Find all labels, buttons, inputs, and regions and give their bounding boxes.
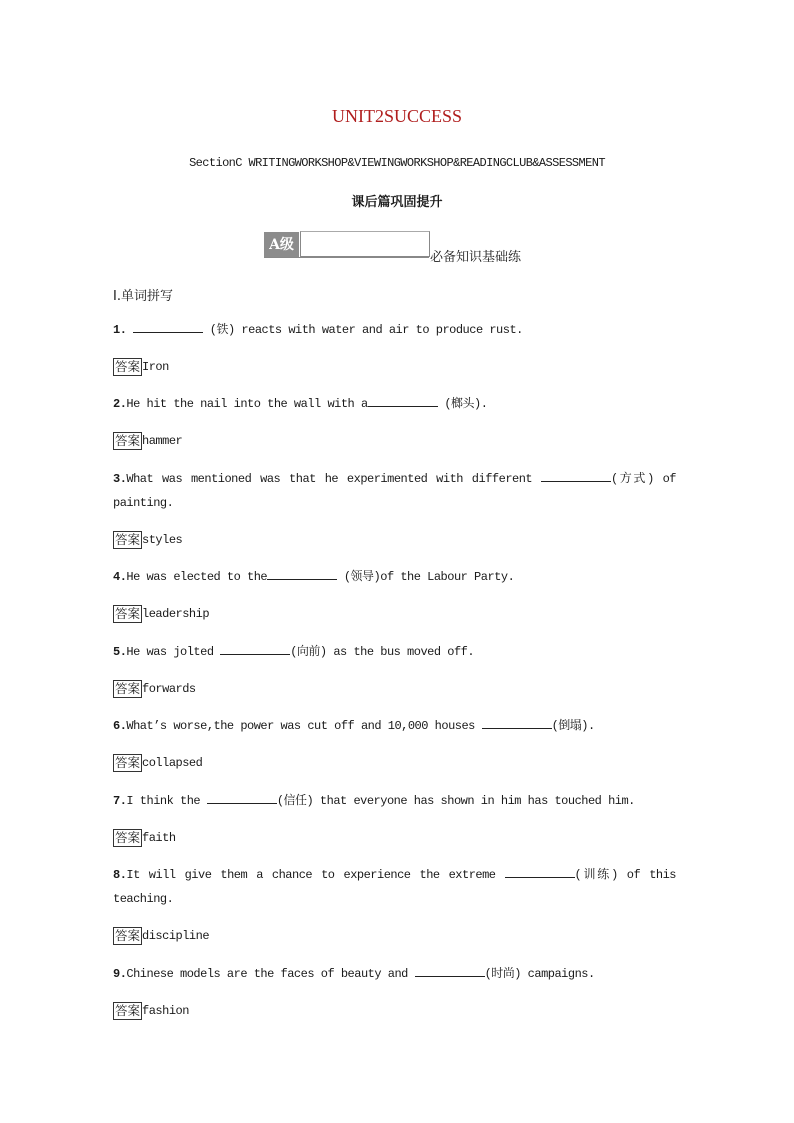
question-text-after: (训练) of this teaching. <box>113 868 676 906</box>
answer-blank <box>133 320 203 333</box>
level-label-box <box>300 231 430 257</box>
question-1 <box>113 318 676 342</box>
answer-tag: 答案 <box>115 359 141 374</box>
question-number: 8. <box>113 868 127 882</box>
question-number: 9. <box>113 967 127 981</box>
answer-text: faith <box>142 831 176 845</box>
answer-text: hammer <box>142 434 183 448</box>
question-text-before: What’s worse,the power was cut off and 10,000 houses <box>126 719 482 733</box>
answer-blank <box>267 567 337 580</box>
answer-text: Iron <box>142 360 169 374</box>
answer-blank <box>415 964 485 977</box>
answer-5 <box>113 680 676 698</box>
answer-9 <box>113 1002 676 1020</box>
answer-3 <box>113 531 676 549</box>
part-heading: Ⅰ.单词拼写 <box>113 289 173 304</box>
question-text-before: It will give them a chance to experience the extreme <box>126 868 505 882</box>
answer-tag: 答案 <box>115 606 141 621</box>
question-8 <box>113 863 676 911</box>
question-text-before: I think the <box>126 794 207 808</box>
level-underline <box>264 257 429 258</box>
answer-1 <box>113 358 676 376</box>
answer-text: forwards <box>142 682 196 696</box>
document-title: UNIT2SUCCESS <box>331 106 463 126</box>
answer-blank <box>505 865 575 878</box>
answer-tag: 答案 <box>115 830 141 845</box>
answer-text: discipline <box>142 929 210 943</box>
question-number: 7. <box>113 794 127 808</box>
answer-text: leadership <box>142 607 210 621</box>
question-2 <box>113 392 676 416</box>
answer-6 <box>113 754 676 772</box>
question-number: 3. <box>113 472 127 486</box>
question-number: 2. <box>113 397 127 411</box>
question-text-after: (铁) reacts with water and air to produce rust. <box>203 323 523 337</box>
question-number: 5. <box>113 645 127 659</box>
section-heading: SectionC WRITINGWORKSHOP&VIEWINGWORKSHOP&READINGCLUB&ASSESSMENT <box>189 156 605 170</box>
answer-tag: 答案 <box>115 532 141 547</box>
answer-blank <box>368 394 438 407</box>
answer-8 <box>113 927 676 945</box>
question-text-after: (方式) of painting. <box>113 472 676 510</box>
question-text-before: What was mentioned was that he experimented with different <box>126 472 541 486</box>
answer-2 <box>113 432 676 450</box>
question-text-before: He was jolted <box>126 645 221 659</box>
page-subtitle: 课后篇巩固提升 <box>351 195 443 210</box>
answer-blank <box>541 469 611 482</box>
answer-tag: 答案 <box>115 755 141 770</box>
question-text-before: He hit the nail into the wall with a <box>126 397 368 411</box>
question-7 <box>113 789 676 813</box>
question-number: 1. <box>113 323 127 337</box>
question-text-after: (时尚) campaigns. <box>484 967 595 981</box>
question-number: 4. <box>113 570 127 584</box>
answer-text: fashion <box>142 1004 189 1018</box>
answer-4 <box>113 605 676 623</box>
question-text-before: He was elected to the <box>126 570 268 584</box>
answer-tag: 答案 <box>115 1003 141 1018</box>
answer-tag: 答案 <box>115 681 141 696</box>
question-3 <box>113 467 676 515</box>
question-text-before <box>126 323 133 337</box>
question-text-after: (榔头). <box>437 397 488 411</box>
question-9 <box>113 962 676 986</box>
answer-blank <box>220 642 290 655</box>
answer-tag: 答案 <box>115 433 141 448</box>
answer-7 <box>113 829 676 847</box>
question-6 <box>113 714 676 738</box>
level-badge: A级 <box>264 232 299 258</box>
question-text-after: (倒塌). <box>551 719 595 733</box>
answer-text: styles <box>142 533 183 547</box>
question-number: 6. <box>113 719 127 733</box>
answer-blank <box>207 791 277 804</box>
question-text-after: (向前) as the bus moved off. <box>290 645 475 659</box>
answer-text: collapsed <box>142 756 203 770</box>
question-text-before: Chinese models are the faces of beauty and <box>126 967 415 981</box>
question-text-after: (信任) that everyone has shown in him has touched him. <box>276 794 635 808</box>
answer-tag: 答案 <box>115 928 141 943</box>
level-label: 必备知识基础练 <box>430 250 522 265</box>
question-4 <box>113 565 676 589</box>
answer-blank <box>482 716 552 729</box>
question-5 <box>113 640 676 664</box>
question-text-after: (领导)of the Labour Party. <box>337 570 515 584</box>
